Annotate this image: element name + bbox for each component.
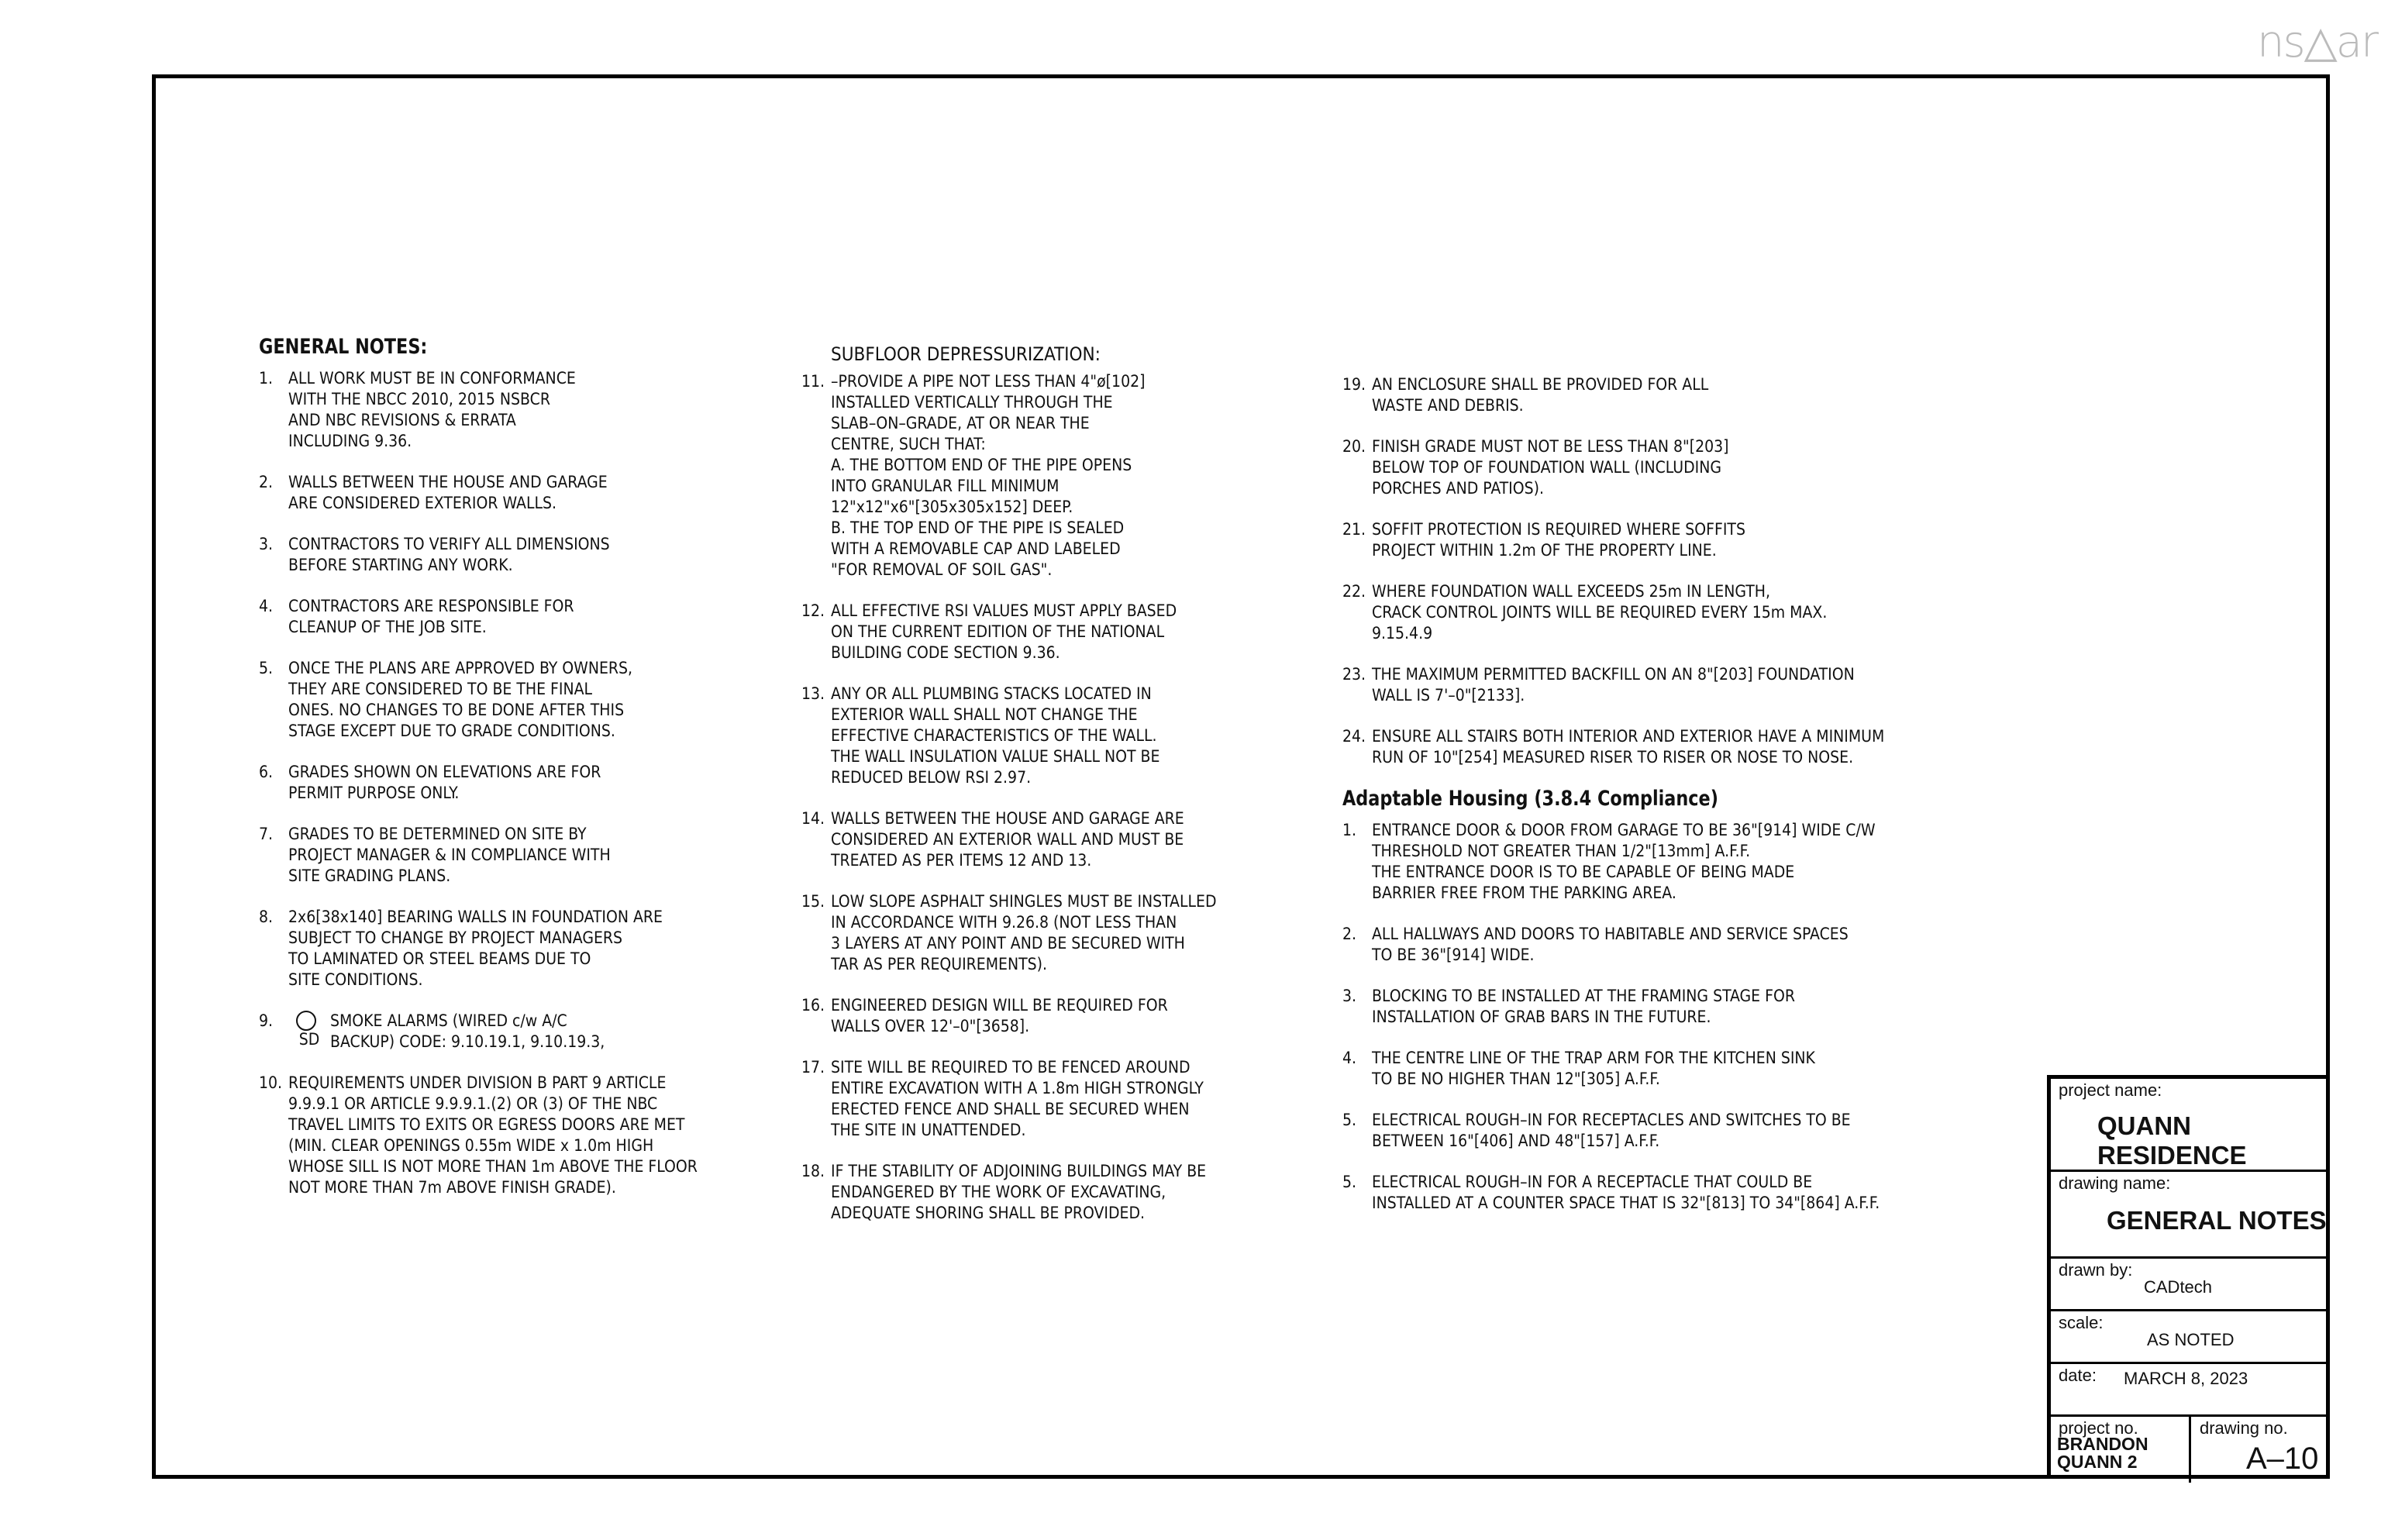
title-block [2047, 1075, 2330, 1479]
note-text: REQUIREMENTS UNDER DIVISION B PART 9 ARTICLE 9.9.9.1 OR ARTICLE 9.9.9.1.(2) OR (3) OF THE NBC TRAVEL LIMITS TO EXITS OR EGRESS DOORS ARE MET (MIN. CLEAR OPENINGS 0.55m WIDE x 1.0m HIGH WHOSE SILL IS NOT MORE THAN 1m ABOVE THE FLOOR NOT MORE THAN 7m ABOVE FINISH GRADE). [288, 1073, 698, 1197]
subfloor-note-item [801, 1057, 1297, 1141]
general-notes-column [259, 336, 786, 1218]
note-number: 10. [259, 1073, 283, 1092]
note-number: 23. [1342, 665, 1366, 684]
note-text: ENTRANCE DOOR & DOOR FROM GARAGE TO BE 36"[914] WIDE C/W THRESHOLD NOT GREATER THAN 1/2"[13mm] A.F.F. THE ENTRANCE DOOR IS TO BE CAPABLE OF BEING MADE BARRIER FREE FROM THE PARKING AREA. [1372, 821, 1876, 902]
note-number: 16. [801, 996, 825, 1015]
note-number: 19. [1342, 375, 1366, 394]
scale: AS NOTED [2147, 1330, 2235, 1349]
additional-notes-list [1342, 374, 2024, 768]
note-item [1342, 726, 2024, 768]
note-text: AN ENCLOSURE SHALL BE PROVIDED FOR ALL WASTE AND DEBRIS. [1372, 375, 1709, 415]
note-text: GRADES SHOWN ON ELEVATIONS ARE FOR PERMIT PURPOSE ONLY. [288, 763, 601, 802]
subfloor-column [801, 344, 1297, 1244]
date: MARCH 8, 2023 [2124, 1369, 2248, 1388]
note-item [1342, 664, 2024, 706]
note-text: THE MAXIMUM PERMITTED BACKFILL ON AN 8"[203] FOUNDATION WALL IS 7'–0"[2133]. [1372, 665, 1855, 705]
note-text: THE CENTRE LINE OF THE TRAP ARM FOR THE KITCHEN SINK TO BE NO HIGHER THAN 12"[305] A.F.F. [1372, 1049, 1815, 1088]
note-text: ELECTRICAL ROUGH–IN FOR A RECEPTACLE THAT COULD BE INSTALLED AT A COUNTER SPACE THAT IS 32"[813] TO 34"[864] A.F.F. [1372, 1173, 1880, 1212]
subfloor-note-item [801, 891, 1297, 975]
note-text: WHERE FOUNDATION WALL EXCEEDS 25m IN LENGTH, CRACK CONTROL JOINTS WILL BE REQUIRED EVERY 15m MAX. 9.15.4.9 [1372, 582, 1828, 643]
general-note-item [259, 1011, 786, 1053]
note-text: ALL WORK MUST BE IN CONFORMANCE WITH THE NBCC 2010, 2015 NSBCR AND NBC REVISIONS & ERRATA INCLUDING 9.36. [288, 369, 576, 450]
adaptable-housing-list [1342, 820, 2024, 1214]
adaptable-note-item [1342, 820, 2024, 904]
note-number: 5. [259, 659, 274, 677]
note-text: SOFFIT PROTECTION IS REQUIRED WHERE SOFFITS PROJECT WITHIN 1.2m OF THE PROPERTY LINE. [1372, 520, 1745, 560]
note-number: 24. [1342, 727, 1366, 746]
project-no-cell [2051, 1417, 2191, 1483]
general-note-item [259, 368, 786, 452]
subfloor-heading: SUBFLOOR DEPRESSURIZATION: [831, 343, 1101, 365]
drawn-by-cell [2051, 1259, 2330, 1311]
smoke-alarm-symbol [288, 1011, 330, 1053]
note-number: 1. [1342, 821, 1357, 839]
general-note-item [259, 472, 786, 514]
note-number: 4. [1342, 1049, 1357, 1067]
drawn-by: CADtech [2144, 1277, 2213, 1297]
subfloor-note-item [801, 1161, 1297, 1224]
numbers-cell [2051, 1417, 2330, 1483]
note-number: 11. [801, 372, 825, 391]
note-text: CONTRACTORS TO VERIFY ALL DIMENSIONS BEFORE STARTING ANY WORK. [288, 535, 610, 574]
note-number: 3. [259, 535, 274, 553]
note-number: 3. [1342, 987, 1357, 1005]
note-text: ANY OR ALL PLUMBING STACKS LOCATED IN EXTERIOR WALL SHALL NOT CHANGE THE EFFECTIVE CHARACTERISTICS OF THE WALL. THE WALL INSULATION VALUE SHALL NOT BE REDUCED BELOW RSI 2.97. [831, 684, 1160, 787]
note-text: WALLS BETWEEN THE HOUSE AND GARAGE ARE CONSIDERED AN EXTERIOR WALL AND MUST BE TREATED AS PER ITEMS 12 AND 13. [831, 809, 1184, 870]
note-number: 13. [801, 684, 825, 703]
note-text: BLOCKING TO BE INSTALLED AT THE FRAMING STAGE FOR INSTALLATION OF GRAB BARS IN THE FUTURE. [1372, 987, 1795, 1026]
note-text: ENSURE ALL STAIRS BOTH INTERIOR AND EXTERIOR HAVE A MINIMUM RUN OF 10"[254] MEASURED RISER TO RISER OR NOSE TO NOSE. [1372, 727, 1885, 767]
adaptable-note-item [1342, 1048, 2024, 1090]
note-item [1342, 519, 2024, 561]
smoke-alarm-icon [296, 1011, 316, 1031]
drawing-name-label: drawing name: [2059, 1173, 2171, 1193]
note-number: 14. [801, 809, 825, 828]
notes-column-3 [1342, 374, 2024, 1234]
date-label: date: [2059, 1366, 2097, 1385]
project-no-label: project no. [2059, 1418, 2138, 1438]
note-text: FINISH GRADE MUST NOT BE LESS THAN 8"[203] BELOW TOP OF FOUNDATION WALL (INCLUDING PORCHES AND PATIOS). [1372, 437, 1729, 498]
note-number: 5. [1342, 1111, 1357, 1129]
note-text: ELECTRICAL ROUGH–IN FOR RECEPTACLES AND SWITCHES TO BE BETWEEN 16"[406] AND 48"[157] A.F.F. [1372, 1111, 1851, 1150]
note-number: 17. [801, 1058, 825, 1077]
general-note-item [259, 1073, 786, 1198]
note-text: IF THE STABILITY OF ADJOINING BUILDINGS MAY BE ENDANGERED BY THE WORK OF EXCAVATING, ADEQUATE SHORING SHALL BE PROVIDED. [831, 1162, 1207, 1222]
subfloor-notes-list [801, 371, 1297, 1224]
note-number: 20. [1342, 437, 1366, 456]
note-number: 6. [259, 763, 274, 781]
note-number: 5. [1342, 1173, 1357, 1191]
adaptable-note-item [1342, 924, 2024, 966]
project-name: QUANN RESIDENCE [2097, 1111, 2247, 1170]
scale-cell [2051, 1311, 2330, 1364]
drawing-no: A–10 [2246, 1442, 2319, 1476]
note-text: ONCE THE PLANS ARE APPROVED BY OWNERS, THEY ARE CONSIDERED TO BE THE FINAL ONES. NO CHANGES TO BE DONE AFTER THIS STAGE EXCEPT DUE TO GRADE CONDITIONS. [288, 659, 633, 740]
note-item [1342, 581, 2024, 644]
general-note-item [259, 534, 786, 576]
note-text: WALLS BETWEEN THE HOUSE AND GARAGE ARE CONSIDERED EXTERIOR WALLS. [288, 473, 608, 512]
note-number: 1. [259, 369, 274, 388]
note-number: 7. [259, 825, 274, 843]
adaptable-note-item [1342, 1110, 2024, 1152]
general-notes-list [259, 368, 786, 1198]
general-note-item [259, 762, 786, 804]
scale-label: scale: [2059, 1313, 2104, 1332]
subfloor-note-item [801, 995, 1297, 1037]
project-no: BRANDON QUANN 2 [2057, 1434, 2148, 1472]
subfloor-note-item [801, 808, 1297, 871]
note-text: GRADES TO BE DETERMINED ON SITE BY PROJECT MANAGER & IN COMPLIANCE WITH SITE GRADING PLANS. [288, 825, 611, 885]
note-number: 22. [1342, 582, 1366, 601]
smoke-alarm-label: SD [298, 1030, 320, 1049]
note-number: 12. [801, 601, 825, 620]
note-text: SMOKE ALARMS (WIRED c/w A/C BACKUP) CODE: 9.10.19.1, 9.10.19.3, [330, 1011, 605, 1051]
general-notes-heading: GENERAL NOTES: [259, 335, 428, 359]
note-text: SITE WILL BE REQUIRED TO BE FENCED AROUND ENTIRE EXCAVATION WITH A 1.8m HIGH STRONGLY ERECTED FENCE AND SHALL BE SECURED WHEN THE SITE IN UNATTENDED. [831, 1058, 1204, 1139]
note-item [1342, 374, 2024, 416]
note-number: 2. [1342, 925, 1357, 943]
note-number: 15. [801, 892, 825, 911]
note-item [1342, 436, 2024, 499]
project-name-cell [2051, 1079, 2330, 1172]
note-number: 18. [801, 1162, 825, 1180]
subfloor-note-item [801, 371, 1297, 581]
adaptable-note-item [1342, 986, 2024, 1028]
note-number: 9. [259, 1011, 274, 1030]
drawing-name-cell [2051, 1172, 2330, 1259]
note-text: ALL HALLWAYS AND DOORS TO HABITABLE AND SERVICE SPACES TO BE 36"[914] WIDE. [1372, 925, 1849, 964]
note-text: ENGINEERED DESIGN WILL BE REQUIRED FOR WALLS OVER 12'–0"[3658]. [831, 996, 1168, 1035]
note-number: 21. [1342, 520, 1366, 539]
note-text: ALL EFFECTIVE RSI VALUES MUST APPLY BASED ON THE CURRENT EDITION OF THE NATIONAL BUILDING CODE SECTION 9.36. [831, 601, 1177, 662]
note-number: 2. [259, 473, 274, 491]
general-note-item [259, 596, 786, 638]
adaptable-note-item [1342, 1172, 2024, 1214]
general-note-item [259, 907, 786, 990]
note-text: CONTRACTORS ARE RESPONSIBLE FOR CLEANUP OF THE JOB SITE. [288, 597, 574, 636]
drawing-no-cell [2192, 1417, 2330, 1483]
date-cell [2051, 1364, 2330, 1417]
general-note-item [259, 824, 786, 887]
drawn-by-label: drawn by: [2059, 1260, 2133, 1280]
project-name-label: project name: [2059, 1080, 2162, 1100]
note-text: –PROVIDE A PIPE NOT LESS THAN 4"ø[102] INSTALLED VERTICALLY THROUGH THE SLAB–ON–GRADE, AT OR NEAR THE CENTRE, SUCH THAT: A. THE BOTTOM END OF THE PIPE OPENS INTO GRANULAR FILL MINIMUM 12"x12"x6"[305x305x152] DEEP. B. THE TOP END OF THE PIPE IS SEALED WITH A REMOVABLE CAP AND LABELED "FOR REMOVAL OF SOIL GAS". [831, 372, 1146, 579]
subfloor-note-item [801, 601, 1297, 663]
nsar-logo: ns△ar [2257, 17, 2378, 67]
drawing-no-label: drawing no. [2200, 1418, 2288, 1438]
subfloor-note-item [801, 684, 1297, 788]
general-note-item [259, 658, 786, 742]
drawing-name: GENERAL NOTES [2107, 1206, 2327, 1235]
note-text: 2x6[38x140] BEARING WALLS IN FOUNDATION ARE SUBJECT TO CHANGE BY PROJECT MANAGERS TO LAMINATED OR STEEL BEAMS DUE TO SITE CONDITIONS. [288, 908, 663, 989]
note-text: LOW SLOPE ASPHALT SHINGLES MUST BE INSTALLED IN ACCORDANCE WITH 9.26.8 (NOT LESS THAN 3 LAYERS AT ANY POINT AND BE SECURED WITH TAR AS PER REQUIREMENTS). [831, 892, 1217, 973]
note-number: 4. [259, 597, 274, 615]
note-number: 8. [259, 908, 274, 926]
adaptable-housing-heading: Adaptable Housing (3.8.4 Compliance) [1342, 787, 1718, 811]
